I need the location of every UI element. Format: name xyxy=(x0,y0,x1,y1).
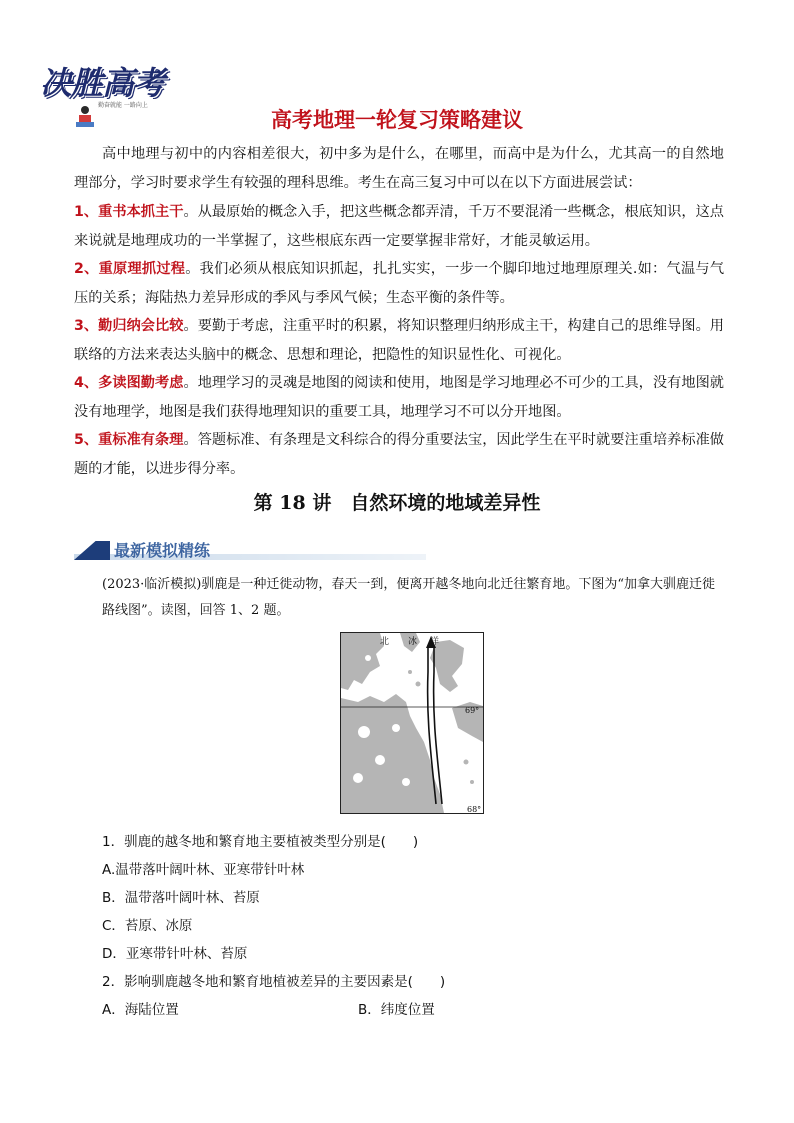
ocean-label-2: 冰 xyxy=(408,637,418,647)
question-1-stem: 1．驯鹿的越冬地和繁育地主要植被类型分别是( ) xyxy=(102,834,419,850)
tip-text: 。要勤于考虑，注重平时的积累，将知识整理归纳形成主干，构建自己的思维导图。用联络的方法来表达头脑中的概念、思想和理论，把隐性的知识显性化、可视化。 xyxy=(74,318,724,363)
island xyxy=(464,760,469,765)
lake xyxy=(358,726,370,738)
tip-label: 1、重书本抓主干 xyxy=(74,204,184,220)
tip-paragraph-3 xyxy=(74,312,724,369)
lake xyxy=(392,724,400,732)
question-1-option-b[interactable]: B．温带落叶阔叶林、苔原 xyxy=(102,890,260,906)
section-title: 第 18 讲 自然环境的地域差异性 xyxy=(253,492,541,514)
ocean-label-1: 北 xyxy=(380,637,390,647)
page-title: 高考地理一轮复习策略建议 xyxy=(271,108,523,132)
tip-text: 。地理学习的灵魂是地图的阅读和使用，地图是学习地理必不可少的工具，没有地图就没有地理学，地图是我们获得地理知识的重要工具，地理学习不可以分开地图。 xyxy=(74,375,724,420)
lake xyxy=(402,778,410,786)
tip-label: 2、重原理抓过程 xyxy=(74,261,186,277)
lake xyxy=(353,773,363,783)
lake xyxy=(375,755,385,765)
question-1-option-d[interactable]: D．亚寒带针叶林、苔原 xyxy=(102,946,248,962)
logo-subtitle: 勤奋就能 一路向上 xyxy=(98,102,148,109)
tip-text: 。从最原始的概念入手，把这些概念都弄清，千万不要混淆一些概念，根底知识，这点来说就是地理成功的一半掌握了，这些根底东西一定要掌握非常好，才能灵敏运用。 xyxy=(74,204,724,249)
question-2-option-a[interactable]: A．海陆位置 xyxy=(102,1002,179,1018)
intro-paragraph: 高中地理与初中的内容相差很大，初中多为是什么，在哪里，而高中是为什么，尤其高一的自然地理部分，学习时要求学生有较强的理科思维。考生在高三复习中可以在以下方面进展尝试： xyxy=(74,146,724,191)
tip-paragraph-4 xyxy=(74,369,724,426)
island xyxy=(408,670,412,674)
tip-label: 5、重标准有条理 xyxy=(74,432,184,448)
logo-text: 决胜高考 xyxy=(40,64,165,102)
section-banner xyxy=(74,538,426,562)
ocean-label-3: 洋 xyxy=(430,637,440,647)
island xyxy=(416,682,421,687)
island xyxy=(470,780,474,784)
question-2-option-b[interactable]: B．纬度位置 xyxy=(358,1002,435,1018)
banner-flag-icon xyxy=(74,541,110,560)
question-1-option-a[interactable]: A.温带落叶阔叶林、亚寒带针叶林 xyxy=(102,862,305,878)
latitude-label-69: 69° xyxy=(465,706,480,715)
question-1-option-c[interactable]: C．苔原、冰原 xyxy=(102,918,193,934)
question-intro: (2023·临沂模拟)驯鹿是一种迁徙动物，春天一到，便离开越冬地向北迁往繁育地。下图为“加拿大驯鹿迁徙路线图”。读图，回答 1、2 题。 xyxy=(102,577,716,618)
lake xyxy=(365,655,371,661)
tip-paragraph-5 xyxy=(74,426,724,483)
tip-paragraph-2 xyxy=(74,255,724,312)
tip-text: 。答题标准、有条理是文科综合的得分重要法宝，因此学生在平时就要注重培养标准做题的才能，以进步得分率。 xyxy=(74,432,724,477)
caribou-migration-map xyxy=(340,632,484,814)
banner-text: 最新模拟精练 xyxy=(114,541,211,560)
tip-paragraph-1 xyxy=(74,198,724,255)
latitude-label-68: 68° xyxy=(467,805,482,814)
tip-text: 。我们必须从根底知识抓起，扎扎实实，一步一个脚印地过地理原理关.如：气温与气压的关系；海陆热力差异形成的季风与季风气候；生态平衡的条件等。 xyxy=(74,261,725,306)
question-2-stem: 2．影响驯鹿越冬地和繁育地植被差异的主要因素是( ) xyxy=(102,974,446,990)
tip-label: 3、勤归纳会比较 xyxy=(74,318,184,334)
tip-label: 4、多读图勤考虑 xyxy=(74,375,184,391)
